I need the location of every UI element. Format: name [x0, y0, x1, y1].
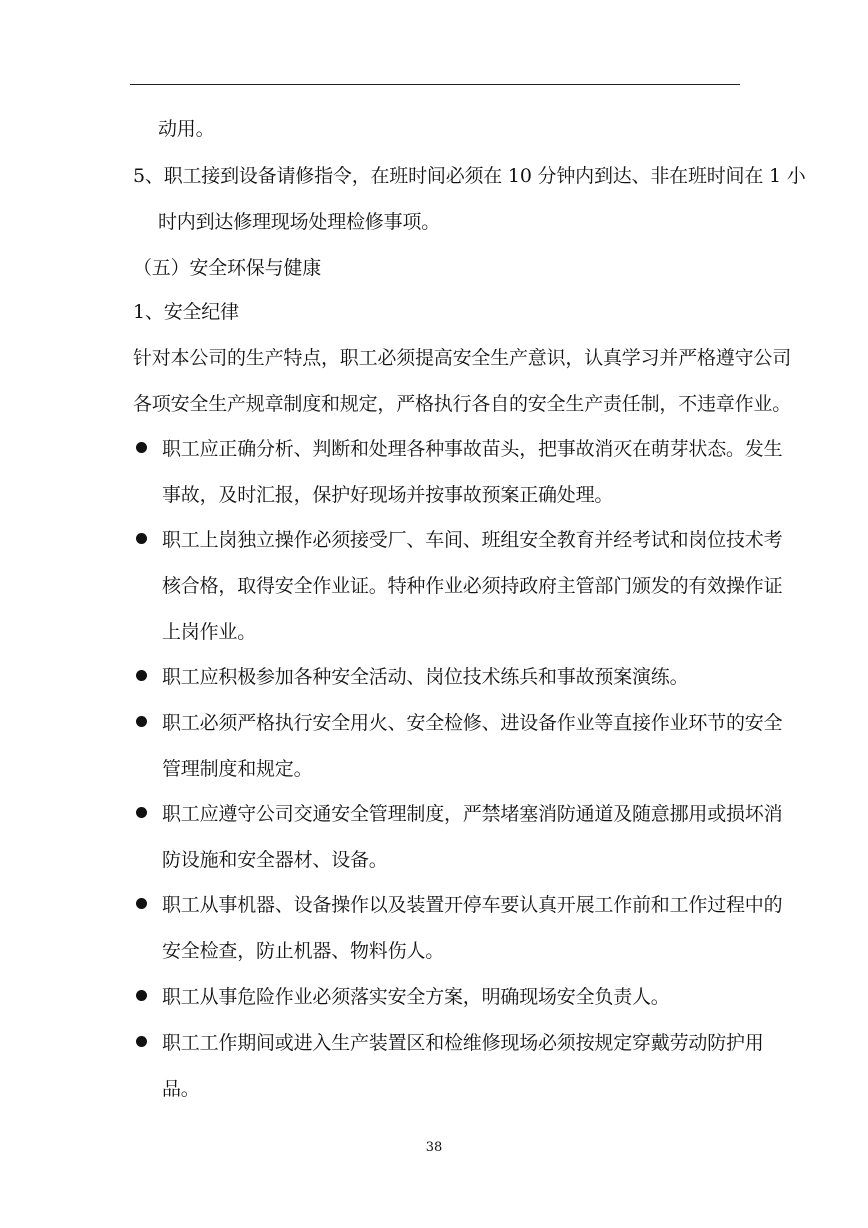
- page-number: 38: [425, 1140, 443, 1155]
- header-rule: [130, 84, 740, 85]
- item-5-line-2: 时内到达修理现场处理检修事项。: [158, 211, 441, 233]
- bullet-5-line-1: 职工应遵守公司交通安全管理制度，严禁堵塞消防通道及随意挪用或损坏消: [162, 803, 783, 825]
- sub-heading: 1、安全纪律: [133, 301, 239, 323]
- bullet-dot: [136, 533, 147, 544]
- bullet-dot: [136, 898, 147, 909]
- bullet-2-line-2: 核合格，取得安全作业证。特种作业必须持政府主管部门颁发的有效操作证: [162, 575, 783, 597]
- bullet-4-line-1: 职工必须严格执行安全用火、安全检修、进设备作业等直接作业环节的安全: [162, 712, 783, 734]
- bullet-dot: [136, 670, 147, 681]
- bullet-8-line-1: 职工工作期间或进入生产装置区和检维修现场必须按规定穿戴劳动防护用: [162, 1032, 764, 1054]
- bullet-4-line-2: 管理制度和规定。: [162, 758, 313, 780]
- intro-line-1: 针对本公司的生产特点，职工必须提高安全生产意识，认真学习并严格遵守公司: [133, 347, 792, 369]
- bullet-dot: [136, 716, 147, 727]
- item-5-line-1: 5、职工接到设备请修指令，在班时间必须在 10 分钟内到达、非在班时间在 1 小: [133, 165, 806, 187]
- bullet-2-line-3: 上岗作业。: [162, 621, 257, 643]
- bullet-dot: [136, 442, 147, 453]
- bullet-6-line-1: 职工从事机器、设备操作以及装置开停车要认真开展工作前和工作过程中的: [162, 894, 783, 916]
- bullet-3-line-1: 职工应积极参加各种安全活动、岗位技术练兵和事故预案演练。: [162, 666, 689, 688]
- bullet-2-line-1: 职工上岗独立操作必须接受厂、车间、班组安全教育并经考试和岗位技术考: [162, 529, 783, 551]
- bullet-5-line-2: 防设施和安全器材、设备。: [162, 849, 388, 871]
- continued-item-4: 动用。: [158, 118, 215, 140]
- bullet-1-line-1: 职工应正确分析、判断和处理各种事故苗头，把事故消灭在萌芽状态。发生: [162, 438, 783, 460]
- intro-line-2: 各项安全生产规章制度和规定，严格执行各自的安全生产责任制，不违章作业。: [133, 393, 792, 415]
- bullet-dot: [136, 807, 147, 818]
- bullet-7-line-1: 职工从事危险作业必须落实安全方案，明确现场安全负责人。: [162, 986, 670, 1008]
- bullet-1-line-2: 事故，及时汇报，保护好现场并按事故预案正确处理。: [162, 484, 614, 506]
- section-heading: （五）安全环保与健康: [133, 257, 322, 279]
- bullet-6-line-2: 安全检查，防止机器、物料伤人。: [162, 940, 445, 962]
- bullet-dot: [136, 1036, 147, 1047]
- bullet-8-line-2: 品。: [162, 1078, 200, 1100]
- bullet-dot: [136, 990, 147, 1001]
